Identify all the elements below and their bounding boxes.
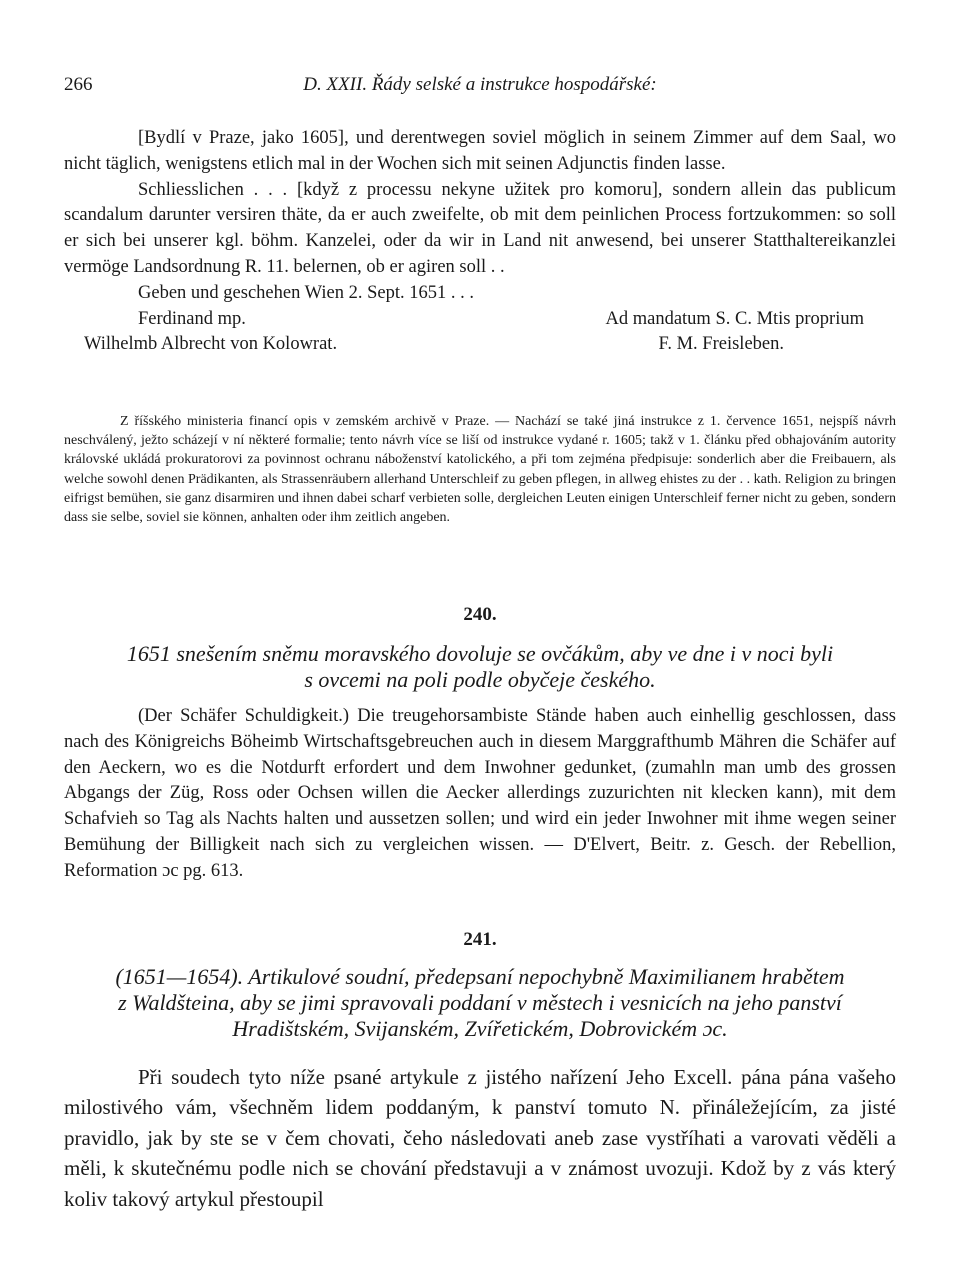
section-body: [64, 1062, 896, 1214]
paragraph: Při soudech tyto níže psané artykule z jistého nařízení Jeho Excell. pána pána vašeho milostivého vám, všechněm lidem poddaným, k panství tomuto N. přináležejícím, za jisté pravidlo, jak by ste se v čem chovati, čeho následovati aneb zase vystříhati a varovati věděli a měli, k skutečnému podle nich se chování představuji a v známost uvozuji. Kdož by z vás který koliv takový artykul přestoupil: [64, 1065, 896, 1211]
section-number: 240.: [463, 604, 497, 625]
title-line: z Waldšteina, aby se jimi spravovali poddaní v městech i vesnicích na jeho panství: [118, 990, 842, 1015]
page-header: [64, 74, 896, 104]
signature-left: Wilhelmb Albrecht von Kolowrat.: [84, 334, 338, 355]
title-line: s ovcemi na poli podle obyčeje českého.: [304, 667, 656, 692]
signature-left: Ferdinand mp.: [138, 308, 246, 329]
page-number: 266: [64, 74, 93, 95]
paragraph: Schliesslichen . . . [když z processu nekyne užitek pro komoru], sondern allein das publicum scandalum darunter versiren thäte, da er auch zweifelte, ob mit dem peinlichen Process fortzukommen: so soll er sich bei unserer kgl. böhm. Kanzelei, oder da wir in Land nit anwesend, bei unserer Statthaltereikanzlei vermöge Landsordnung R. 11. belernen, ob er agiren soll . .: [64, 179, 896, 277]
signature-row: [64, 307, 896, 333]
title-line: Hradištském, Svijanském, Zvířetickém, Dobrovickém ɔc.: [232, 1016, 728, 1041]
title-line: 1651 snešením sněmu moravského dovoluje se ovčákům, aby ve dne i v noci byli: [126, 641, 834, 666]
signature-row: [64, 332, 896, 358]
paragraph: (Der Schäfer Schuldigkeit.) Die treugehorsambiste Stände haben auch einhellig geschlossen, dass nach des Königreichs Böheimb Wirtschaftsgebreuchen auch in diesem Marggrafthumb Mähren die Schäfer auf den Aeckern, wo es die Notdurft erfordert und dem Inwohner gedunket, (zumahln man umb des grossen Abgangs der Züg, Ross oder Ochsen willen die Aecker allerdings zuzurichten nit klecken kann), mit dem Schafvieh so Tag als Nachts halten und aussetzen sollen; und wird ein jeder Inwohner mit ihme wegen seiner Bemühung der Billigkeit nach sich zu vergleichen wissen. — D'Elvert, Beitr. z. Gesch. der Rebellion, Reformation ɔc pg. 613.: [64, 706, 896, 881]
section-number: 241.: [463, 929, 497, 950]
section-title: [64, 641, 896, 693]
continued-instruction: [64, 126, 896, 358]
dating-line: Geben und geschehen Wien 2. Sept. 1651 . . .: [138, 282, 474, 303]
signature-right: F. M. Freisleben.: [658, 334, 784, 355]
signature-right: Ad mandatum S. C. Mtis proprium: [605, 308, 864, 329]
source-note: [64, 412, 896, 527]
title-line: (1651—1654). Artikulové soudní, předepsaní nepochybně Maximilianem hrabětem: [115, 964, 845, 989]
running-title: D. XXII. Řády selské a instrukce hospodářské:: [303, 74, 657, 95]
paragraph: [Bydlí v Praze, jako 1605], und derentwegen soviel möglich in seinem Zimmer auf dem Saal, wo nicht täglich, wenigstens etlich mal in der Wochen sich mit seinen Adjunctis finden lasse.: [64, 128, 896, 174]
note-text: Z říšského ministeria financí opis v zemském archivě v Praze. — Nachází se také jiná instrukce z 1. července 1651, nejspíš návrh neschválený, ježto scházejí v ní některé formalie; tento návrh více se liší od instrukce vydané r. 1605; takž v 1. článku před obhajováním autority královské ukládá prokuratorovi za povinnost ochranu náboženství katolického, a při tom zejména předpisuje: sonderlich aber die Freibauern, als welche sowohl denen Prädikanten, als Strassenräubern allerhand Unterschleif zu geben pflegen, in allweg ehistes zu der . . kath. Religion zu bringen eifrigst bemühen, sie ganz disarmiren und ihnen dabei scharf verbieten solle, dergleichen Leuten einigen Unterschleif ferner nicht zu geben, sondern dass sie selbe, soviel sie können, anhalten oder ihm zeitlich angeben.: [64, 414, 896, 526]
section-body: [64, 704, 896, 885]
section-title: [64, 964, 896, 1042]
